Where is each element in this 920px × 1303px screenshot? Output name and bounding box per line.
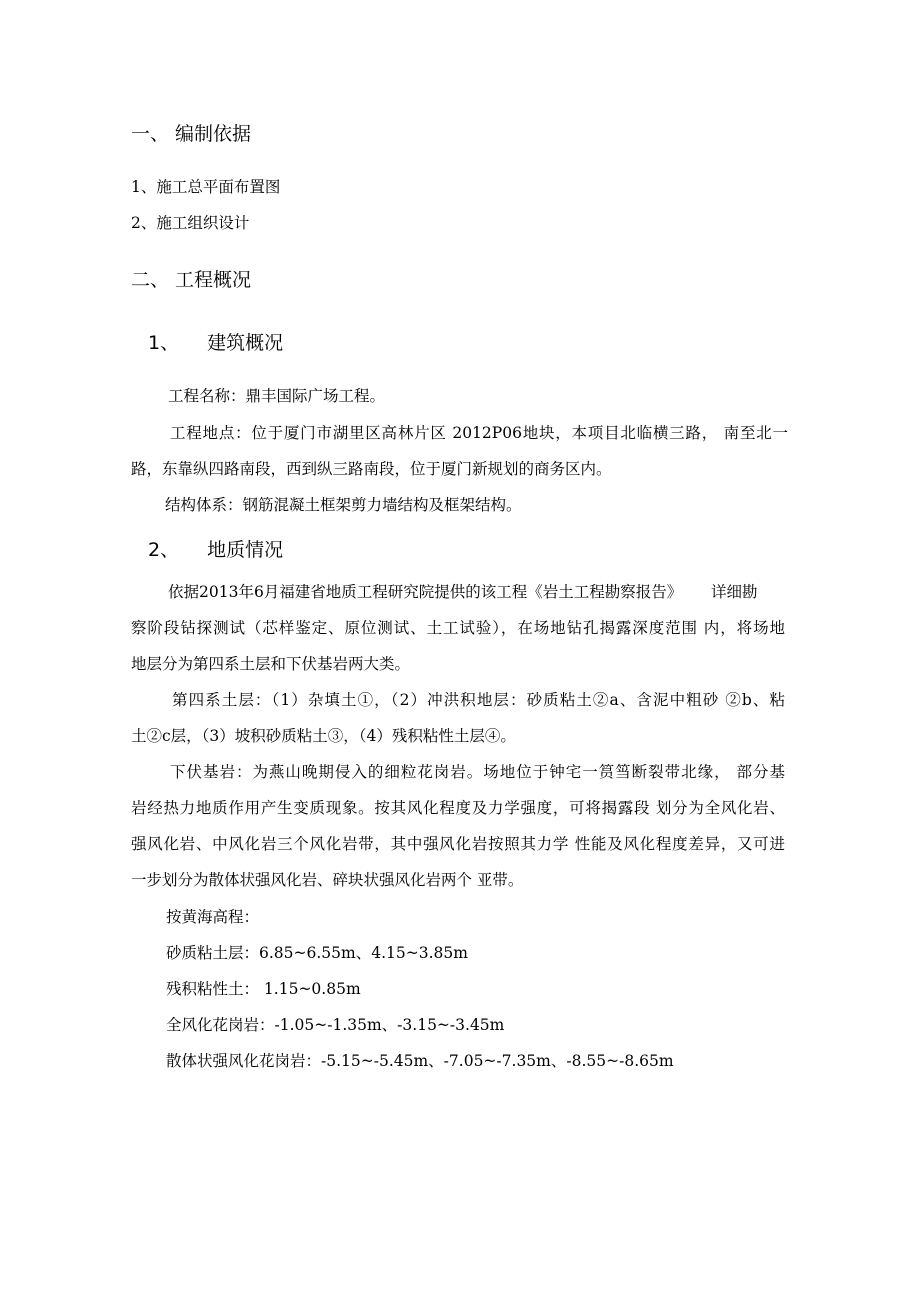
- subsection1-heading: [148, 331, 283, 355]
- structure-system-line: 结构体系：钢筋混凝土框架剪力墙结构及框架结构。: [165, 496, 522, 514]
- project-name-line: 工程名称：鼎丰国际广场工程。: [168, 387, 386, 405]
- geology-p1-line-1a: 依据2013年6月福建省地质工程研究院提供的该工程《岩土工程勘察报告》: [168, 583, 683, 601]
- geology-p3-line-3: 强风化岩、中风化岩三个风化岩带，其中强风化岩按照其力学 性能及风化程度差异，又可进: [131, 835, 785, 853]
- geology-p3-line-2: 岩经热力地质作用产生变质现象。按其风化程度及力学强度，可将揭露段 划分为全风化岩、: [131, 799, 785, 817]
- geology-p1-line-2: 察阶段钻探测试（芯样鉴定、原位测试、土工试验），在场地钻孔揭露深度范围 内，将场地: [131, 619, 785, 637]
- geology-p1-line-3: 地层分为第四系土层和下伏基岩两大类。: [131, 655, 411, 673]
- subsection1-number: 1、: [148, 332, 180, 354]
- geology-p3-line-4: 一步划分为散体状强风化岩、碎块状强风化岩两个 亚带。: [131, 871, 524, 889]
- section1-item-1: 1、施工总平面布置图: [131, 178, 281, 196]
- project-location-line-1: 工程地点：位于厦门市湖里区高林片区 2012P06地块，本项目北临横三路， 南至北一: [170, 424, 788, 442]
- section1-item-2: 2、施工组织设计: [131, 214, 250, 232]
- section1-heading: 一、 编制依据: [131, 123, 252, 145]
- elevation-title: 按黄海高程：: [166, 908, 260, 926]
- subsection2-number: 2、: [148, 539, 180, 561]
- subsection2-heading: [148, 538, 283, 562]
- geology-p2-line-2: 土②c层，（3）坡积砂质粘土③，（4）残积粘性土层④。: [131, 727, 516, 745]
- elevation-line-3: 全风化花岗岩：-1.05~-1.35m、-3.15~-3.45m: [166, 1016, 505, 1034]
- subsection2-title: 地质情况: [207, 539, 284, 561]
- geology-p3-line-1: 下伏基岩：为燕山晚期侵入的细粒花岗岩。场地位于钟宅一筼筜断裂带北缘， 部分基: [170, 763, 785, 781]
- geology-p1-line-1b: 详细勘: [711, 583, 758, 601]
- geology-p2-line-1: 第四系土层：（1）杂填土①，（2）冲洪积地层：砂质粘土②a、含泥中粗砂 ②b、粘: [172, 691, 785, 709]
- project-location-line-2: 路，东靠纵四路南段，西到纵三路南段，位于厦门新规划的商务区内。: [131, 460, 612, 478]
- elevation-line-2: 残积粘性土： 1.15~0.85m: [166, 980, 361, 998]
- subsection1-title: 建筑概况: [207, 332, 284, 354]
- elevation-line-4: 散体状强风化花岗岩：-5.15~-5.45m、-7.05~-7.35m、-8.55~-8.65m: [166, 1052, 674, 1070]
- elevation-line-1: 砂质粘土层：6.85~6.55m、4.15~3.85m: [166, 944, 468, 962]
- section2-heading: 二、 工程概况: [131, 269, 252, 291]
